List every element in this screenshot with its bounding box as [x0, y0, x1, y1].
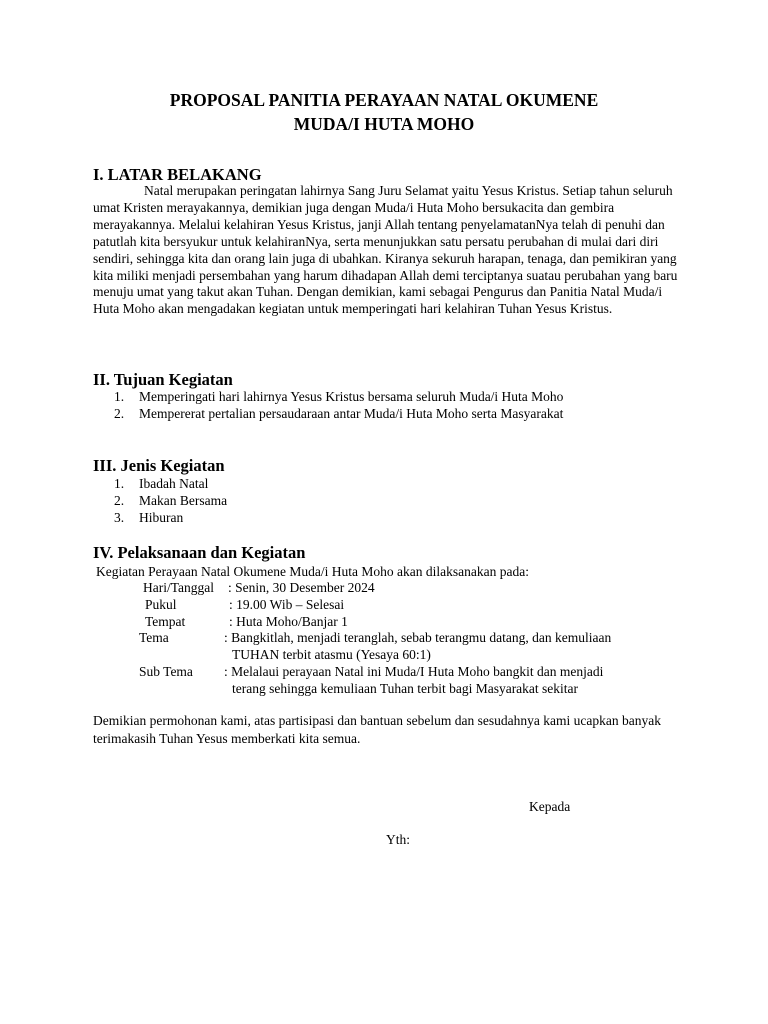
tema-value-line-2: TUHAN terbit atasmu (Yesaya 60:1) — [232, 647, 431, 662]
list-item-number: 1. — [114, 389, 125, 404]
list-item-number: 2. — [114, 493, 125, 508]
sub-tema-value-line-1: : Melalaui perayaan Natal ini Muda/I Huta Moho bangkit dan menjadi — [224, 664, 604, 679]
tema-label: Tema — [139, 630, 169, 645]
section-pelaksanaan-heading: IV. Pelaksanaan dan Kegiatan — [93, 543, 306, 562]
document-title-line-2: MUDA/I HUTA MOHO — [293, 114, 475, 134]
list-item-text: Hiburan — [139, 510, 184, 525]
document-title — [93, 88, 675, 136]
list-item-number: 3. — [114, 510, 125, 525]
document-title-line-1: PROPOSAL PANITIA PERAYAAN NATAL OKUMENE — [169, 90, 599, 110]
closing-paragraph: Demikian permohonan kami, atas partisipasi dan bantuan sebelum dan sesudahnya kami ucapkan banyak terimakasih Tuhan Yesus memberkati kita semua. — [93, 713, 661, 746]
section-tujuan-kegiatan-heading: II. Tujuan Kegiatan — [93, 370, 233, 389]
sub-tema-label: Sub Tema — [139, 664, 193, 679]
yth-text: Yth: — [386, 832, 411, 847]
section-latar-belakang-heading: I. LATAR BELAKANG — [93, 165, 262, 184]
list-item-text: Mempererat pertalian persaudaraan antar Muda/i Huta Moho serta Masyarakat — [139, 406, 564, 421]
tempat-label: Tempat — [145, 614, 186, 629]
pukul-label: Pukul — [145, 597, 177, 612]
kepada-text: Kepada — [529, 799, 571, 814]
list-item-text: Ibadah Natal — [139, 476, 209, 491]
list-item-text: Memperingati hari lahirnya Yesus Kristus bersama seluruh Muda/i Huta Moho — [139, 389, 564, 404]
hari-tanggal-label: Hari/Tanggal — [143, 580, 215, 595]
tema-value-line-1: : Bangkitlah, menjadi teranglah, sebab terangmu datang, dan kemuliaan — [224, 630, 612, 645]
list-item-number: 1. — [114, 476, 125, 491]
pelaksanaan-intro: Kegiatan Perayaan Natal Okumene Muda/i Huta Moho akan dilaksanakan pada: — [96, 564, 529, 579]
tempat-value: : Huta Moho/Banjar 1 — [229, 614, 348, 629]
sub-tema-value-line-2: terang sehingga kemuliaan Tuhan terbit bagi Masyarakat sekitar — [232, 681, 579, 696]
section-jenis-kegiatan-heading: III. Jenis Kegiatan — [93, 456, 225, 475]
list-item-text: Makan Bersama — [139, 493, 228, 508]
latar-belakang-paragraph: Natal merupakan peringatan lahirnya Sang Juru Selamat yaitu Yesus Kristus. Setiap tahun seluruh umat Kristen merayakannya, demikian juga dengan Muda/i Huta Moho bersukacita dan gembira merayakannya. Melalui kelahiran Yesus Kristus, janji Allah tentang penyelamatanNya telah di penuhi dan patutlah kita bersyukur untuk kelahiranNya, serta menunjukkan satu persatu perubahan di mulai dari diri sendiri, sehingga kita dan orang lain juga di ubahkan. Kiranya sekuruh harapan, tenaga, dan pemikiran yang kita miliki menjadi persembahan yang harum dihadapan Allah demi terciptanya suatau perubahan yang baru menuju umat yang takut akan Tuhan. Dengan demikian, kami sebagai Pengurus dan Panitia Natal Muda/i Huta Moho akan mengadakan kegiatan untuk memperingati hari kelahiran Tuhan Yesus Kristus. — [93, 183, 678, 317]
hari-tanggal-value: : Senin, 30 Desember 2024 — [228, 580, 375, 595]
pukul-value: : 19.00 Wib – Selesai — [229, 597, 345, 612]
list-item-number: 2. — [114, 406, 125, 421]
